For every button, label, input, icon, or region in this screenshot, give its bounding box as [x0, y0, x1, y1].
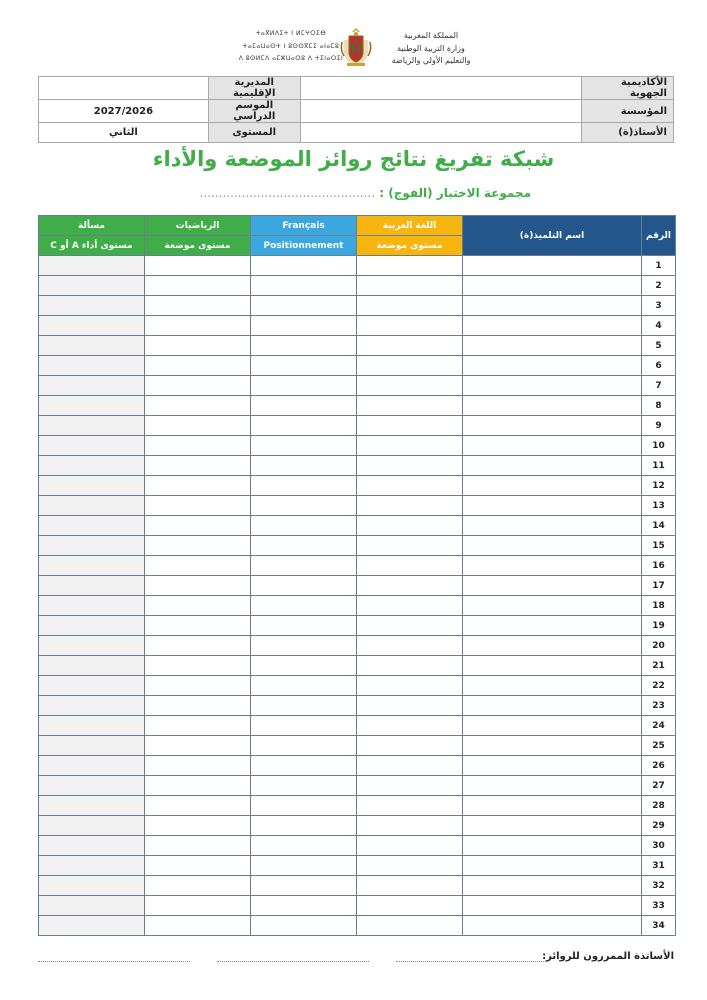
table-row	[39, 556, 676, 576]
student-name-cell[interactable]	[463, 896, 642, 916]
problem-score-cell[interactable]	[39, 456, 145, 476]
arabic-score-cell[interactable]	[357, 296, 463, 316]
math-score-cell[interactable]	[145, 356, 251, 376]
student-name-cell[interactable]	[463, 576, 642, 596]
french-score-cell[interactable]	[251, 676, 357, 696]
table-row	[39, 736, 676, 756]
problem-score-cell[interactable]	[39, 856, 145, 876]
french-score-cell[interactable]	[251, 516, 357, 536]
table-row	[39, 276, 676, 296]
student-name-cell[interactable]	[463, 556, 642, 576]
row-number: 11	[642, 456, 676, 476]
regional-academy-label: الأكاديمية الجهوية	[582, 77, 674, 100]
problem-score-cell[interactable]	[39, 896, 145, 916]
math-score-cell[interactable]	[145, 476, 251, 496]
col-arabic-header: اللغة العربية	[357, 216, 463, 236]
problem-score-cell[interactable]	[39, 676, 145, 696]
arabic-score-cell[interactable]	[357, 776, 463, 796]
math-score-cell[interactable]	[145, 676, 251, 696]
regional-academy-field[interactable]	[300, 77, 581, 100]
arabic-score-cell[interactable]	[357, 436, 463, 456]
col-arabic-subheader: مستوى موضعة	[357, 236, 463, 256]
row-number: 17	[642, 576, 676, 596]
arabic-score-cell[interactable]	[357, 476, 463, 496]
row-number: 20	[642, 636, 676, 656]
ministry-line: والتعليم الأولي والرياضة	[391, 56, 471, 65]
student-name-cell[interactable]	[463, 336, 642, 356]
student-name-cell[interactable]	[463, 836, 642, 856]
french-score-cell[interactable]	[251, 876, 357, 896]
student-name-cell[interactable]	[463, 296, 642, 316]
math-score-cell[interactable]	[145, 816, 251, 836]
student-name-cell[interactable]	[463, 676, 642, 696]
french-score-cell[interactable]	[251, 856, 357, 876]
french-score-cell[interactable]	[251, 596, 357, 616]
student-name-cell[interactable]	[463, 816, 642, 836]
math-score-cell[interactable]	[145, 836, 251, 856]
problem-score-cell[interactable]	[39, 296, 145, 316]
math-score-cell[interactable]	[145, 716, 251, 736]
math-score-cell[interactable]	[145, 796, 251, 816]
table-row	[39, 516, 676, 536]
math-score-cell[interactable]	[145, 896, 251, 916]
tifinagh-line: ⵜⴰⵎⴰⵡⴰⵙⵜ ⵏ ⵓⵙⵙⴳⵎⵉ ⴰⵏⴰⵎⵓ	[242, 42, 340, 50]
math-score-cell[interactable]	[145, 856, 251, 876]
row-number: 18	[642, 596, 676, 616]
french-score-cell[interactable]	[251, 356, 357, 376]
table-row	[39, 416, 676, 436]
problem-score-cell[interactable]	[39, 356, 145, 376]
french-score-cell[interactable]	[251, 276, 357, 296]
problem-score-cell[interactable]	[39, 496, 145, 516]
problem-score-cell[interactable]	[39, 516, 145, 536]
table-row	[39, 456, 676, 476]
math-score-cell[interactable]	[145, 616, 251, 636]
row-number: 28	[642, 796, 676, 816]
math-score-cell[interactable]	[145, 916, 251, 936]
student-name-cell[interactable]	[463, 636, 642, 656]
french-score-cell[interactable]	[251, 756, 357, 776]
provincial-directorate-field[interactable]	[39, 77, 209, 100]
math-score-cell[interactable]	[145, 776, 251, 796]
problem-score-cell[interactable]	[39, 656, 145, 676]
row-number: 25	[642, 736, 676, 756]
student-name-cell[interactable]	[463, 876, 642, 896]
math-score-cell[interactable]	[145, 696, 251, 716]
ministry-name-tifinagh	[236, 28, 346, 66]
problem-score-cell[interactable]	[39, 376, 145, 396]
ministry-line: المملكة المغربية	[403, 31, 459, 40]
student-name-cell[interactable]	[463, 596, 642, 616]
problem-score-cell[interactable]	[39, 256, 145, 276]
row-number: 8	[642, 396, 676, 416]
row-number: 16	[642, 556, 676, 576]
table-row	[39, 536, 676, 556]
french-score-cell[interactable]	[251, 456, 357, 476]
arabic-score-cell[interactable]	[357, 656, 463, 676]
row-number: 9	[642, 416, 676, 436]
table-row	[39, 836, 676, 856]
ministry-name-arabic	[376, 30, 486, 68]
student-name-cell[interactable]	[463, 496, 642, 516]
french-score-cell[interactable]	[251, 836, 357, 856]
row-number: 2	[642, 276, 676, 296]
arabic-score-cell[interactable]	[357, 876, 463, 896]
math-score-cell[interactable]	[145, 516, 251, 536]
problem-score-cell[interactable]	[39, 636, 145, 656]
row-number: 13	[642, 496, 676, 516]
institution-label: المؤسسة	[582, 100, 674, 123]
french-score-cell[interactable]	[251, 616, 357, 636]
math-score-cell[interactable]	[145, 376, 251, 396]
signature-line[interactable]	[38, 961, 190, 962]
student-name-cell[interactable]	[463, 396, 642, 416]
student-name-cell[interactable]	[463, 316, 642, 336]
col-math-subheader: مستوى موضعة	[145, 236, 251, 256]
french-score-cell[interactable]	[251, 476, 357, 496]
page-title: شبكة تفريغ نتائج روائز الموضعة والأداء	[152, 147, 555, 171]
student-name-cell[interactable]	[463, 856, 642, 876]
table-row	[39, 896, 676, 916]
arabic-score-cell[interactable]	[357, 916, 463, 936]
french-score-cell[interactable]	[251, 256, 357, 276]
col-number-header: الرقم	[642, 216, 676, 256]
table-row	[39, 636, 676, 656]
student-name-cell[interactable]	[463, 476, 642, 496]
table-row	[39, 356, 676, 376]
problem-score-cell[interactable]	[39, 776, 145, 796]
table-row	[39, 496, 676, 516]
math-score-cell[interactable]	[145, 276, 251, 296]
col-french-header: Français	[251, 216, 357, 236]
table-row	[39, 716, 676, 736]
col-problem-subheader: مستوى أداء A أو C	[39, 236, 145, 256]
row-number: 26	[642, 756, 676, 776]
row-number: 34	[642, 916, 676, 936]
provincial-directorate-label: المديرية الإقليمية	[208, 77, 300, 100]
arabic-score-cell[interactable]	[357, 736, 463, 756]
test-group-line	[0, 186, 707, 200]
math-score-cell[interactable]	[145, 316, 251, 336]
problem-score-cell[interactable]	[39, 416, 145, 436]
table-row	[39, 576, 676, 596]
math-score-cell[interactable]	[145, 596, 251, 616]
problem-score-cell[interactable]	[39, 756, 145, 776]
teacher-label: الأستاذ(ة)	[582, 123, 674, 143]
table-row	[39, 756, 676, 776]
problem-score-cell[interactable]	[39, 436, 145, 456]
student-name-cell[interactable]	[463, 696, 642, 716]
math-score-cell[interactable]	[145, 536, 251, 556]
problem-score-cell[interactable]	[39, 316, 145, 336]
french-score-cell[interactable]	[251, 776, 357, 796]
row-number: 32	[642, 876, 676, 896]
table-row	[39, 376, 676, 396]
row-number: 14	[642, 516, 676, 536]
row-number: 4	[642, 316, 676, 336]
arabic-score-cell[interactable]	[357, 676, 463, 696]
arabic-score-cell[interactable]	[357, 856, 463, 876]
table-row	[39, 436, 676, 456]
table-row	[39, 796, 676, 816]
student-name-cell[interactable]	[463, 416, 642, 436]
math-score-cell[interactable]	[145, 636, 251, 656]
results-grid	[38, 215, 676, 936]
french-score-cell[interactable]	[251, 316, 357, 336]
math-score-cell[interactable]	[145, 456, 251, 476]
level-value[interactable]: الثاني	[39, 123, 209, 143]
arabic-score-cell[interactable]	[357, 316, 463, 336]
row-number: 27	[642, 776, 676, 796]
french-score-cell[interactable]	[251, 536, 357, 556]
student-name-cell[interactable]	[463, 916, 642, 936]
row-number: 12	[642, 476, 676, 496]
student-name-cell[interactable]	[463, 256, 642, 276]
math-score-cell[interactable]	[145, 576, 251, 596]
math-score-cell[interactable]	[145, 296, 251, 316]
arabic-score-cell[interactable]	[357, 276, 463, 296]
problem-score-cell[interactable]	[39, 876, 145, 896]
problem-score-cell[interactable]	[39, 576, 145, 596]
row-number: 21	[642, 656, 676, 676]
problem-score-cell[interactable]	[39, 616, 145, 636]
french-score-cell[interactable]	[251, 396, 357, 416]
math-score-cell[interactable]	[145, 396, 251, 416]
problem-score-cell[interactable]	[39, 556, 145, 576]
arabic-score-cell[interactable]	[357, 836, 463, 856]
student-name-cell[interactable]	[463, 616, 642, 636]
student-name-cell[interactable]	[463, 736, 642, 756]
student-name-cell[interactable]	[463, 536, 642, 556]
arabic-score-cell[interactable]	[357, 356, 463, 376]
problem-score-cell[interactable]	[39, 836, 145, 856]
arabic-score-cell[interactable]	[357, 456, 463, 476]
french-score-cell[interactable]	[251, 296, 357, 316]
student-name-cell[interactable]	[463, 716, 642, 736]
col-math-header: الرياضيات	[145, 216, 251, 236]
french-score-cell[interactable]	[251, 656, 357, 676]
table-row	[39, 616, 676, 636]
test-group-field[interactable]: ..............................................	[199, 186, 376, 200]
math-score-cell[interactable]	[145, 416, 251, 436]
student-name-cell[interactable]	[463, 376, 642, 396]
arabic-score-cell[interactable]	[357, 396, 463, 416]
table-row	[39, 316, 676, 336]
french-score-cell[interactable]	[251, 896, 357, 916]
institution-field[interactable]	[300, 100, 581, 123]
signature-line[interactable]	[396, 961, 548, 962]
signature-line[interactable]	[217, 961, 369, 962]
french-score-cell[interactable]	[251, 636, 357, 656]
arabic-score-cell[interactable]	[357, 576, 463, 596]
problem-score-cell[interactable]	[39, 276, 145, 296]
table-row	[39, 816, 676, 836]
problem-score-cell[interactable]	[39, 736, 145, 756]
teacher-field[interactable]	[300, 123, 581, 143]
col-student-name-header: اسم التلميذ(ة)	[463, 216, 642, 256]
problem-score-cell[interactable]	[39, 476, 145, 496]
table-row	[39, 336, 676, 356]
arabic-score-cell[interactable]	[357, 556, 463, 576]
row-number: 24	[642, 716, 676, 736]
french-score-cell[interactable]	[251, 916, 357, 936]
french-score-cell[interactable]	[251, 436, 357, 456]
math-score-cell[interactable]	[145, 496, 251, 516]
tifinagh-line: ⴷ ⵓⵙⵍⵎⴷ ⴰⵎⵣⵡⴰⵔⵓ ⴷ ⵜⵉⵏⴰⵔⵉⵏ	[238, 55, 344, 62]
test-group-label: مجموعة الاختبار (الفوج) :	[379, 186, 531, 200]
problem-score-cell[interactable]	[39, 336, 145, 356]
table-row	[39, 776, 676, 796]
problem-score-cell[interactable]	[39, 696, 145, 716]
table-row	[39, 656, 676, 676]
footer	[38, 951, 674, 967]
arabic-score-cell[interactable]	[357, 536, 463, 556]
student-name-cell[interactable]	[463, 656, 642, 676]
row-number: 5	[642, 336, 676, 356]
math-score-cell[interactable]	[145, 556, 251, 576]
student-name-cell[interactable]	[463, 356, 642, 376]
arabic-score-cell[interactable]	[357, 716, 463, 736]
problem-score-cell[interactable]	[39, 396, 145, 416]
row-number: 29	[642, 816, 676, 836]
french-score-cell[interactable]	[251, 336, 357, 356]
arabic-score-cell[interactable]	[357, 596, 463, 616]
row-number: 22	[642, 676, 676, 696]
ministry-line: وزارة التربية الوطنية	[397, 43, 465, 53]
row-number: 30	[642, 836, 676, 856]
row-number: 19	[642, 616, 676, 636]
student-name-cell[interactable]	[463, 436, 642, 456]
student-name-cell[interactable]	[463, 516, 642, 536]
row-number: 15	[642, 536, 676, 556]
table-row	[39, 856, 676, 876]
school-info-table	[38, 76, 674, 143]
math-score-cell[interactable]	[145, 336, 251, 356]
test-administrators-label: الأساتذة الممررون للروائز:	[542, 951, 674, 962]
school-year-value[interactable]: 2027/2026	[39, 100, 209, 123]
tifinagh-line: ⵜⴰⴳⵍⴷⵉⵜ ⵏ ⵍⵎⵖⵔⵉⴱ	[255, 30, 327, 37]
problem-score-cell[interactable]	[39, 916, 145, 936]
problem-score-cell[interactable]	[39, 536, 145, 556]
arabic-score-cell[interactable]	[357, 336, 463, 356]
problem-score-cell[interactable]	[39, 716, 145, 736]
arabic-score-cell[interactable]	[357, 616, 463, 636]
row-number: 6	[642, 356, 676, 376]
school-year-label: الموسم الدراسي	[208, 100, 300, 123]
arabic-score-cell[interactable]	[357, 256, 463, 276]
arabic-score-cell[interactable]	[357, 896, 463, 916]
student-name-cell[interactable]	[463, 756, 642, 776]
table-row	[39, 596, 676, 616]
table-row	[39, 916, 676, 936]
level-label: المستوى	[208, 123, 300, 143]
row-number: 31	[642, 856, 676, 876]
french-score-cell[interactable]	[251, 736, 357, 756]
arabic-score-cell[interactable]	[357, 636, 463, 656]
arabic-score-cell[interactable]	[357, 416, 463, 436]
row-number: 3	[642, 296, 676, 316]
problem-score-cell[interactable]	[39, 816, 145, 836]
problem-score-cell[interactable]	[39, 796, 145, 816]
col-problem-header: مسألة	[39, 216, 145, 236]
col-french-subheader: Positionnement	[251, 236, 357, 256]
student-name-cell[interactable]	[463, 776, 642, 796]
french-score-cell[interactable]	[251, 556, 357, 576]
arabic-score-cell[interactable]	[357, 516, 463, 536]
math-score-cell[interactable]	[145, 656, 251, 676]
student-name-cell[interactable]	[463, 456, 642, 476]
results-grid-body	[39, 256, 676, 936]
french-score-cell[interactable]	[251, 796, 357, 816]
math-score-cell[interactable]	[145, 876, 251, 896]
arabic-score-cell[interactable]	[357, 496, 463, 516]
row-number: 1	[642, 256, 676, 276]
table-row	[39, 256, 676, 276]
french-score-cell[interactable]	[251, 696, 357, 716]
row-number: 7	[642, 376, 676, 396]
arabic-score-cell[interactable]	[357, 696, 463, 716]
french-score-cell[interactable]	[251, 576, 357, 596]
arabic-score-cell[interactable]	[357, 796, 463, 816]
problem-score-cell[interactable]	[39, 596, 145, 616]
math-score-cell[interactable]	[145, 256, 251, 276]
row-number: 10	[642, 436, 676, 456]
table-row	[39, 476, 676, 496]
french-score-cell[interactable]	[251, 376, 357, 396]
table-row	[39, 296, 676, 316]
french-score-cell[interactable]	[251, 716, 357, 736]
math-score-cell[interactable]	[145, 736, 251, 756]
table-row	[39, 396, 676, 416]
table-row	[39, 876, 676, 896]
math-score-cell[interactable]	[145, 436, 251, 456]
arabic-score-cell[interactable]	[357, 816, 463, 836]
arabic-score-cell[interactable]	[357, 376, 463, 396]
student-name-cell[interactable]	[463, 796, 642, 816]
table-row	[39, 676, 676, 696]
document-header	[0, 26, 707, 70]
math-score-cell[interactable]	[145, 756, 251, 776]
row-number: 23	[642, 696, 676, 716]
student-name-cell[interactable]	[463, 276, 642, 296]
arabic-score-cell[interactable]	[357, 756, 463, 776]
french-score-cell[interactable]	[251, 816, 357, 836]
french-score-cell[interactable]	[251, 496, 357, 516]
french-score-cell[interactable]	[251, 416, 357, 436]
row-number: 33	[642, 896, 676, 916]
table-row	[39, 696, 676, 716]
